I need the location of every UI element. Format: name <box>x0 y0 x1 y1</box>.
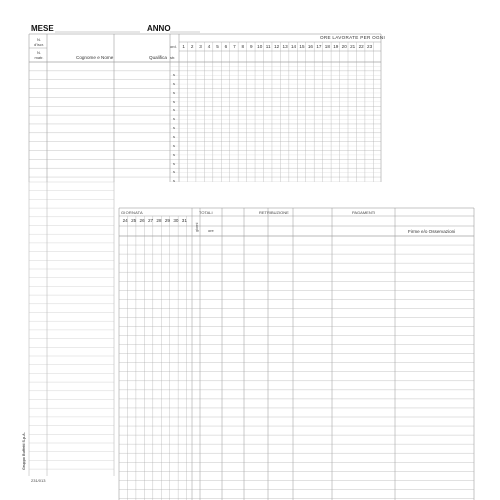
top-day-number: 11 <box>265 44 271 49</box>
top-day-number: 6 <box>224 44 228 49</box>
anno-label: ANNO <box>147 24 171 33</box>
row-letter: s <box>173 98 175 104</box>
row-letter: s <box>173 72 175 77</box>
str-label: str. <box>170 55 176 60</box>
top-day-number: 23 <box>367 44 373 49</box>
row-letter: s <box>173 160 175 166</box>
row-letter: s <box>173 116 175 122</box>
qualifica-label: Qualifica <box>149 55 167 60</box>
firme-osservazioni-label: Firme e/o Osservazioni <box>408 229 456 234</box>
top-day-number: 14 <box>290 44 297 49</box>
top-day-number: 18 <box>324 44 330 49</box>
row-letter: s <box>173 151 175 157</box>
bottom-day-number: 25 <box>131 218 137 223</box>
row-letter: s <box>173 178 175 184</box>
bottom-day-number: 26 <box>139 218 145 223</box>
top-day-number: 4 <box>207 44 211 49</box>
bottom-day-number: 24 <box>122 218 128 223</box>
giornata-label: GIORNATA <box>121 210 143 215</box>
top-day-number: 15 <box>299 44 305 49</box>
form-code: 231/013 <box>31 478 46 483</box>
n-iscr-label-2: d'iscr. <box>33 42 45 47</box>
pagamenti-label: PAGAMENTI <box>352 210 376 215</box>
top-day-number: 9 <box>250 44 253 49</box>
top-day-number: 5 <box>216 44 219 49</box>
publisher-label: Gruppo Buffetti S.p.A. <box>22 432 26 470</box>
row-letter: s <box>173 125 175 131</box>
bottom-day-number: 30 <box>173 218 179 223</box>
row-letter: s <box>173 89 175 95</box>
giorni-label: giorni <box>195 222 199 232</box>
row-letter: s <box>173 133 175 139</box>
mese-label: MESE <box>31 24 54 33</box>
ord-label: ord. <box>170 44 177 49</box>
top-day-number: 12 <box>274 44 280 49</box>
top-day-number: 10 <box>257 44 263 49</box>
bottom-day-number: 29 <box>164 218 170 223</box>
row-letter: s <box>173 80 175 86</box>
cognome-nome-label: Cognome e Nome <box>76 55 114 60</box>
n-matr-label-2: matr. <box>34 55 44 60</box>
top-day-number: 3 <box>199 44 202 49</box>
top-day-number: 17 <box>316 44 322 49</box>
row-letter: s <box>173 107 175 113</box>
top-day-number: 2 <box>190 44 194 49</box>
top-day-number: 1 <box>182 44 185 49</box>
row-letter: s <box>173 169 175 175</box>
top-day-number: 19 <box>333 44 339 49</box>
top-day-number: 8 <box>241 44 245 49</box>
bottom-day-number: 31 <box>181 218 187 223</box>
top-day-number: 16 <box>307 44 313 49</box>
row-letter: s <box>173 142 175 148</box>
top-day-number: 13 <box>282 44 288 49</box>
top-day-number: 22 <box>358 44 364 49</box>
n-matr-label-1: N. <box>37 50 41 55</box>
retribuzione-label: RETRIBUZIONE <box>259 210 289 215</box>
ore-lavorate-label: ORE LAVORATE PER OGNI <box>320 35 386 40</box>
n-iscr-label-1: N. <box>37 37 41 42</box>
totali-label: TOTALI <box>199 210 213 215</box>
bottom-day-number: 27 <box>147 218 154 223</box>
top-day-number: 21 <box>350 44 356 49</box>
top-day-number: 20 <box>341 44 347 49</box>
top-day-number: 7 <box>233 44 236 49</box>
bottom-day-number: 28 <box>156 218 162 223</box>
ore-label: ore <box>208 228 214 233</box>
